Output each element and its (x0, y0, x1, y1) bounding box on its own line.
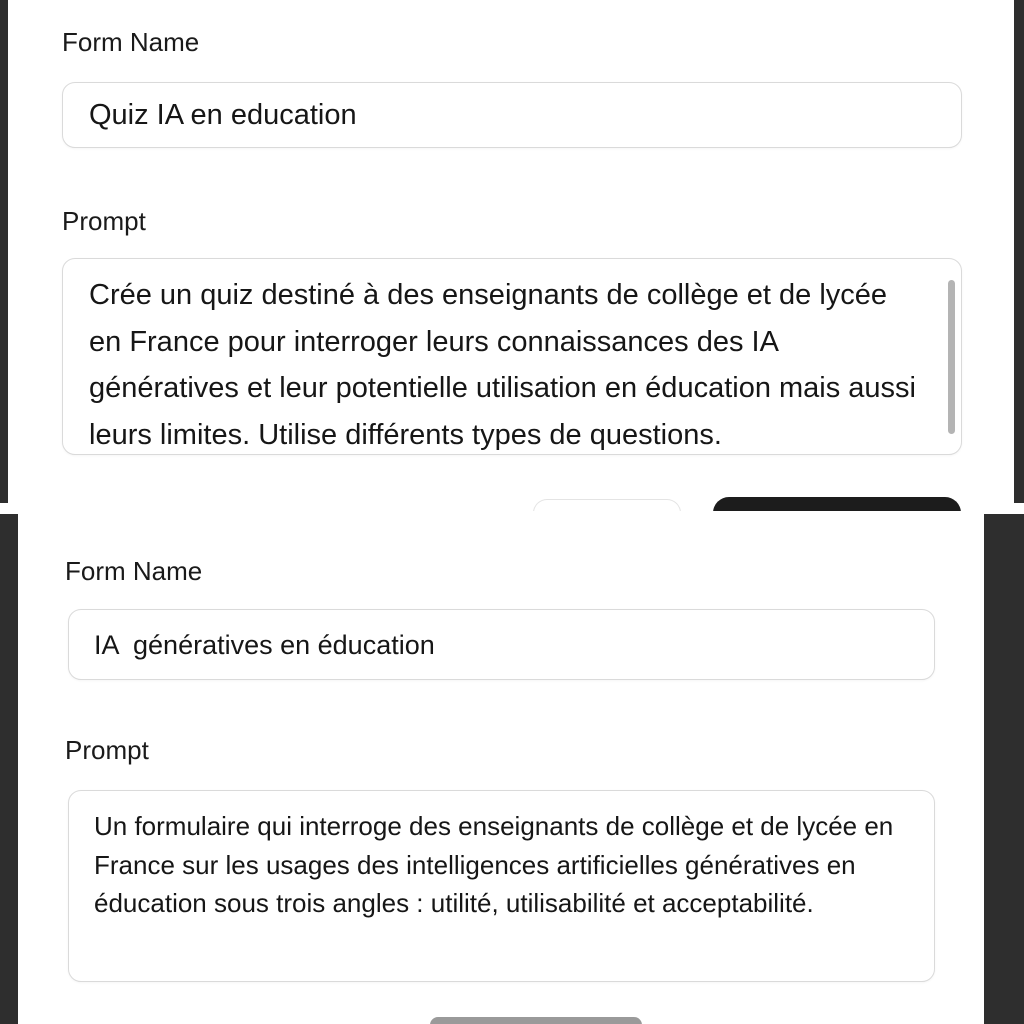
right-edge-bar (1014, 0, 1024, 503)
form-name-input[interactable]: IA génératives en éducation (68, 609, 935, 680)
left-edge-bar (0, 514, 18, 1024)
screenshot-bottom (0, 514, 1024, 1024)
primary-button-partial[interactable] (713, 497, 961, 511)
screenshot-top (0, 0, 1024, 511)
prompt-label: Prompt (62, 206, 146, 236)
form-name-label: Form Name (62, 27, 200, 57)
bottom-button-partial[interactable] (430, 1017, 642, 1024)
prompt-textarea[interactable]: Crée un quiz destiné à des enseignants de collège et de lycée en France pour interroger leurs connaissances des IA génératives et leur potentielle utilisation en éducation mais aussi leurs limites. Utilise différents types de questions. (62, 258, 962, 455)
right-edge-bar (984, 514, 1024, 1024)
form-name-label: Form Name (65, 556, 203, 586)
left-edge-bar (0, 0, 8, 503)
textarea-scrollbar-thumb[interactable] (948, 280, 955, 434)
prompt-label: Prompt (65, 735, 149, 765)
form-name-input[interactable]: Quiz IA en education (62, 82, 962, 148)
prompt-textarea[interactable]: Un formulaire qui interroge des enseignants de collège et de lycée en France sur les usages des intelligences artificielles génératives en éducation sous trois angles : utilité, utilisabilité et acceptabilité. (68, 790, 935, 982)
secondary-button-partial[interactable] (533, 499, 681, 511)
